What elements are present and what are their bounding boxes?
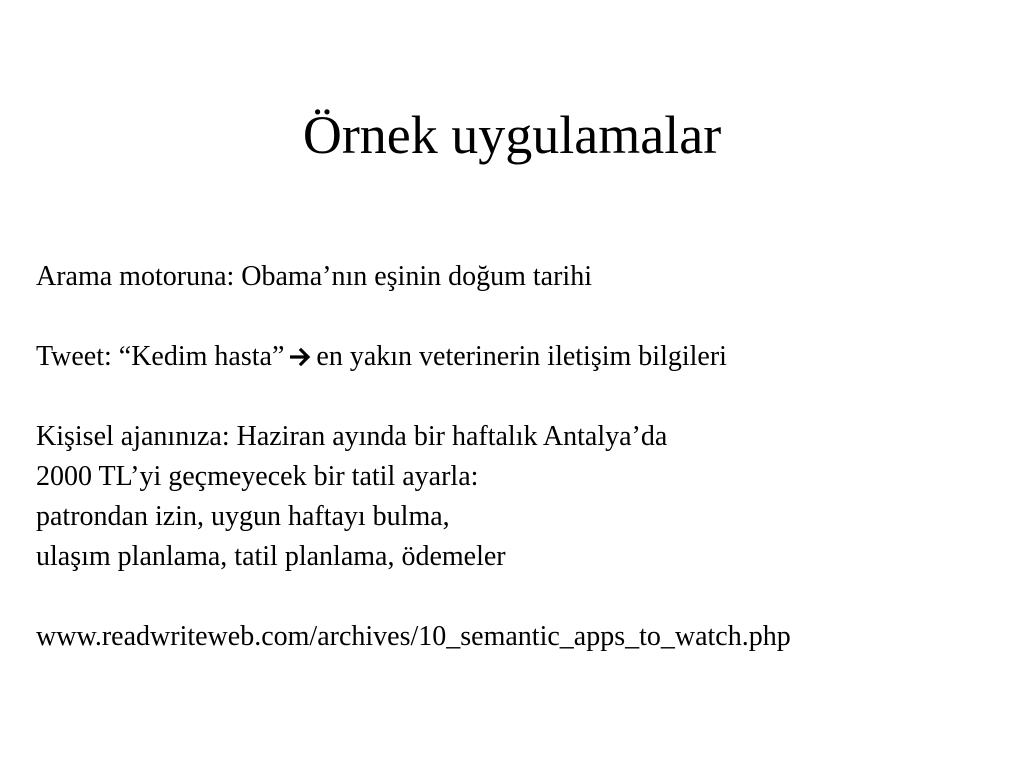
spacer bbox=[36, 577, 1006, 617]
search-example-line: Arama motoruna: Obama’nın eşinin doğum tarihi bbox=[36, 261, 592, 292]
arrow-right-icon bbox=[290, 339, 312, 359]
spacer bbox=[36, 297, 1006, 337]
spacer bbox=[36, 377, 1006, 417]
source-url: www.readwriteweb.com/archives/10_semantic_apps_to_watch.php bbox=[36, 621, 791, 652]
agent-example-line: Kişisel ajanınıza: Haziran ayında bir haftalık Antalya’da bbox=[36, 421, 668, 452]
agent-example-line: 2000 TL’yi geçmeyecek bir tatil ayarla: bbox=[36, 461, 479, 492]
agent-example-line: patrondan izin, uygun haftayı bulma, bbox=[36, 501, 450, 532]
slide-body bbox=[36, 257, 1006, 657]
tweet-example-line bbox=[36, 337, 1006, 377]
agent-example-line: ulaşım planlama, tatil planlama, ödemeler bbox=[36, 541, 506, 572]
slide-title: Örnek uygulamalar bbox=[302, 105, 722, 165]
tweet-text: Tweet: “Kedim hasta” bbox=[36, 341, 285, 372]
tweet-result-text: en yakın veterinerin iletişim bilgileri bbox=[316, 341, 727, 372]
